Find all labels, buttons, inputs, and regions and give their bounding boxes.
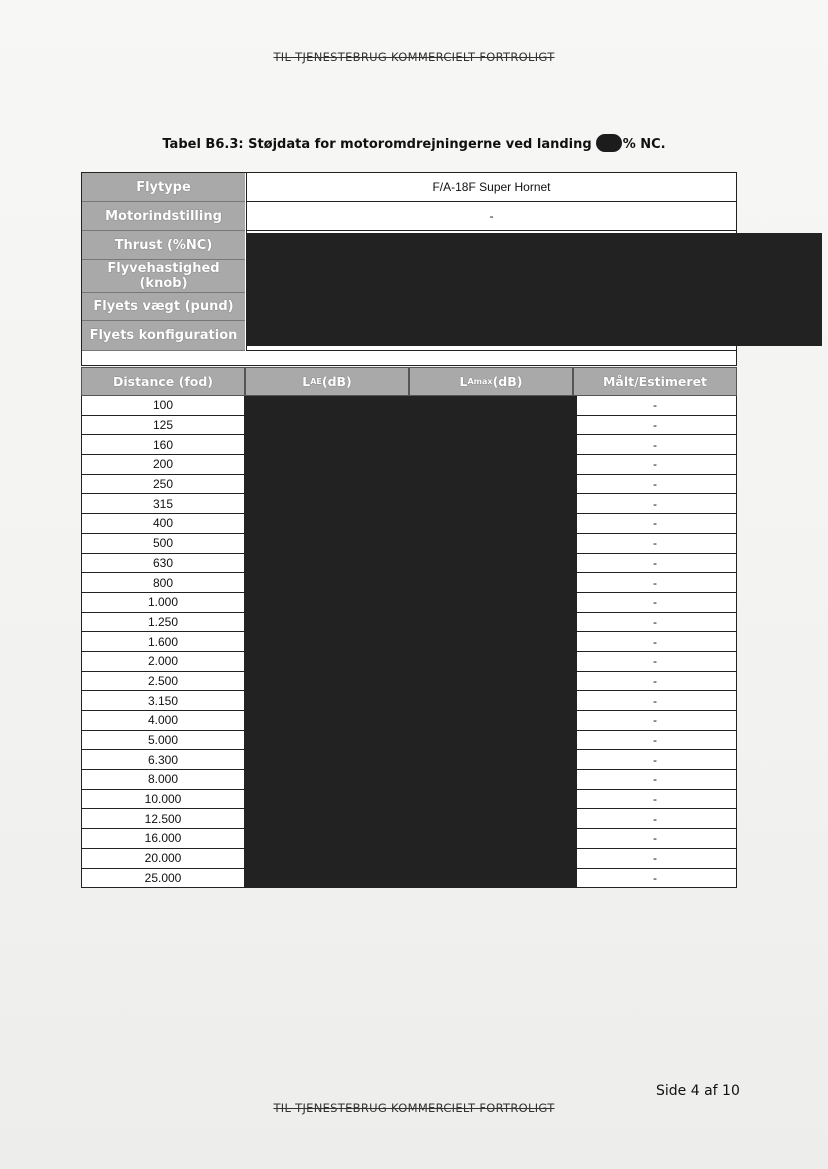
distance-cell: 1.000	[81, 593, 245, 613]
info-value: -	[246, 202, 736, 231]
status-cell: -	[573, 632, 737, 652]
info-label: Motorindstilling	[82, 202, 245, 231]
status-cell: -	[573, 554, 737, 574]
status-cell: -	[573, 534, 737, 554]
status-cell: -	[573, 790, 737, 810]
table-header-row	[81, 367, 737, 396]
redacted-block	[246, 396, 577, 887]
status-cell: -	[573, 750, 737, 770]
status-cell: -	[573, 416, 737, 436]
page-header	[0, 50, 828, 64]
distance-cell: 315	[81, 494, 245, 514]
distance-cell: 200	[81, 455, 245, 475]
status-cell: -	[573, 475, 737, 495]
header-lae: L AE (dB)	[245, 367, 409, 396]
distance-cell: 12.500	[81, 809, 245, 829]
distance-cell: 250	[81, 475, 245, 495]
status-cell: -	[573, 691, 737, 711]
distance-cell: 1.600	[81, 632, 245, 652]
status-cell: -	[573, 514, 737, 534]
distance-cell: 1.250	[81, 613, 245, 633]
info-label: Flyets vægt (pund)	[82, 293, 245, 321]
header-text: TIL TJENESTEBRUG KOMMERCIELT FORTROLIGT	[273, 50, 555, 64]
status-cell: -	[573, 396, 737, 416]
distance-cell: 3.150	[81, 691, 245, 711]
info-value: F/A-18F Super Hornet	[246, 173, 736, 202]
distance-cell: 2.000	[81, 652, 245, 672]
redacted-block	[246, 233, 822, 346]
distance-cell: 10.000	[81, 790, 245, 810]
status-cell: -	[573, 829, 737, 849]
status-cell: -	[573, 435, 737, 455]
header-lamax: L Amax (dB)	[409, 367, 573, 396]
header-measured: Målt/Estimeret	[573, 367, 737, 396]
distance-cell: 16.000	[81, 829, 245, 849]
status-cell: -	[573, 672, 737, 692]
status-cell: -	[573, 613, 737, 633]
distance-cell: 400	[81, 514, 245, 534]
distance-cell: 25.000	[81, 869, 245, 889]
status-cell: -	[573, 849, 737, 869]
distance-cell: 5.000	[81, 731, 245, 751]
status-cell: -	[573, 652, 737, 672]
info-row	[82, 202, 736, 231]
info-label: Thrust (%NC)	[82, 231, 245, 260]
status-cell: -	[573, 809, 737, 829]
redaction-mark	[596, 134, 622, 152]
table-caption	[0, 134, 828, 152]
status-cell: -	[573, 770, 737, 790]
info-label: Flyvehastighed (knob)	[82, 260, 245, 293]
footer-text: TIL TJENESTEBRUG KOMMERCIELT FORTROLIGT	[273, 1101, 555, 1115]
distance-cell: 125	[81, 416, 245, 436]
distance-cell: 4.000	[81, 711, 245, 731]
distance-cell: 500	[81, 534, 245, 554]
distance-cell: 20.000	[81, 849, 245, 869]
info-row	[82, 173, 736, 202]
status-cell: -	[573, 455, 737, 475]
page-footer	[0, 1101, 828, 1115]
info-label: Flytype	[82, 173, 245, 202]
distance-cell: 2.500	[81, 672, 245, 692]
distance-cell: 6.300	[81, 750, 245, 770]
caption-prefix: Tabel B6.3: Støjdata for motoromdrejningerne ved landing	[162, 137, 592, 152]
aircraft-info-table	[81, 172, 737, 366]
status-cell: -	[573, 731, 737, 751]
status-cell: -	[573, 711, 737, 731]
distance-cell: 100	[81, 396, 245, 416]
status-cell: -	[573, 494, 737, 514]
distance-cell: 160	[81, 435, 245, 455]
status-cell: -	[573, 593, 737, 613]
distance-cell: 800	[81, 573, 245, 593]
page-number: Side 4 af 10	[656, 1083, 740, 1099]
distance-cell: 8.000	[81, 770, 245, 790]
noise-data-table	[81, 367, 737, 888]
status-cell: -	[573, 573, 737, 593]
status-cell: -	[573, 869, 737, 889]
header-distance: Distance (fod)	[81, 367, 245, 396]
caption-suffix: % NC.	[622, 137, 666, 152]
info-label: Flyets konfiguration	[82, 321, 245, 351]
distance-cell: 630	[81, 554, 245, 574]
